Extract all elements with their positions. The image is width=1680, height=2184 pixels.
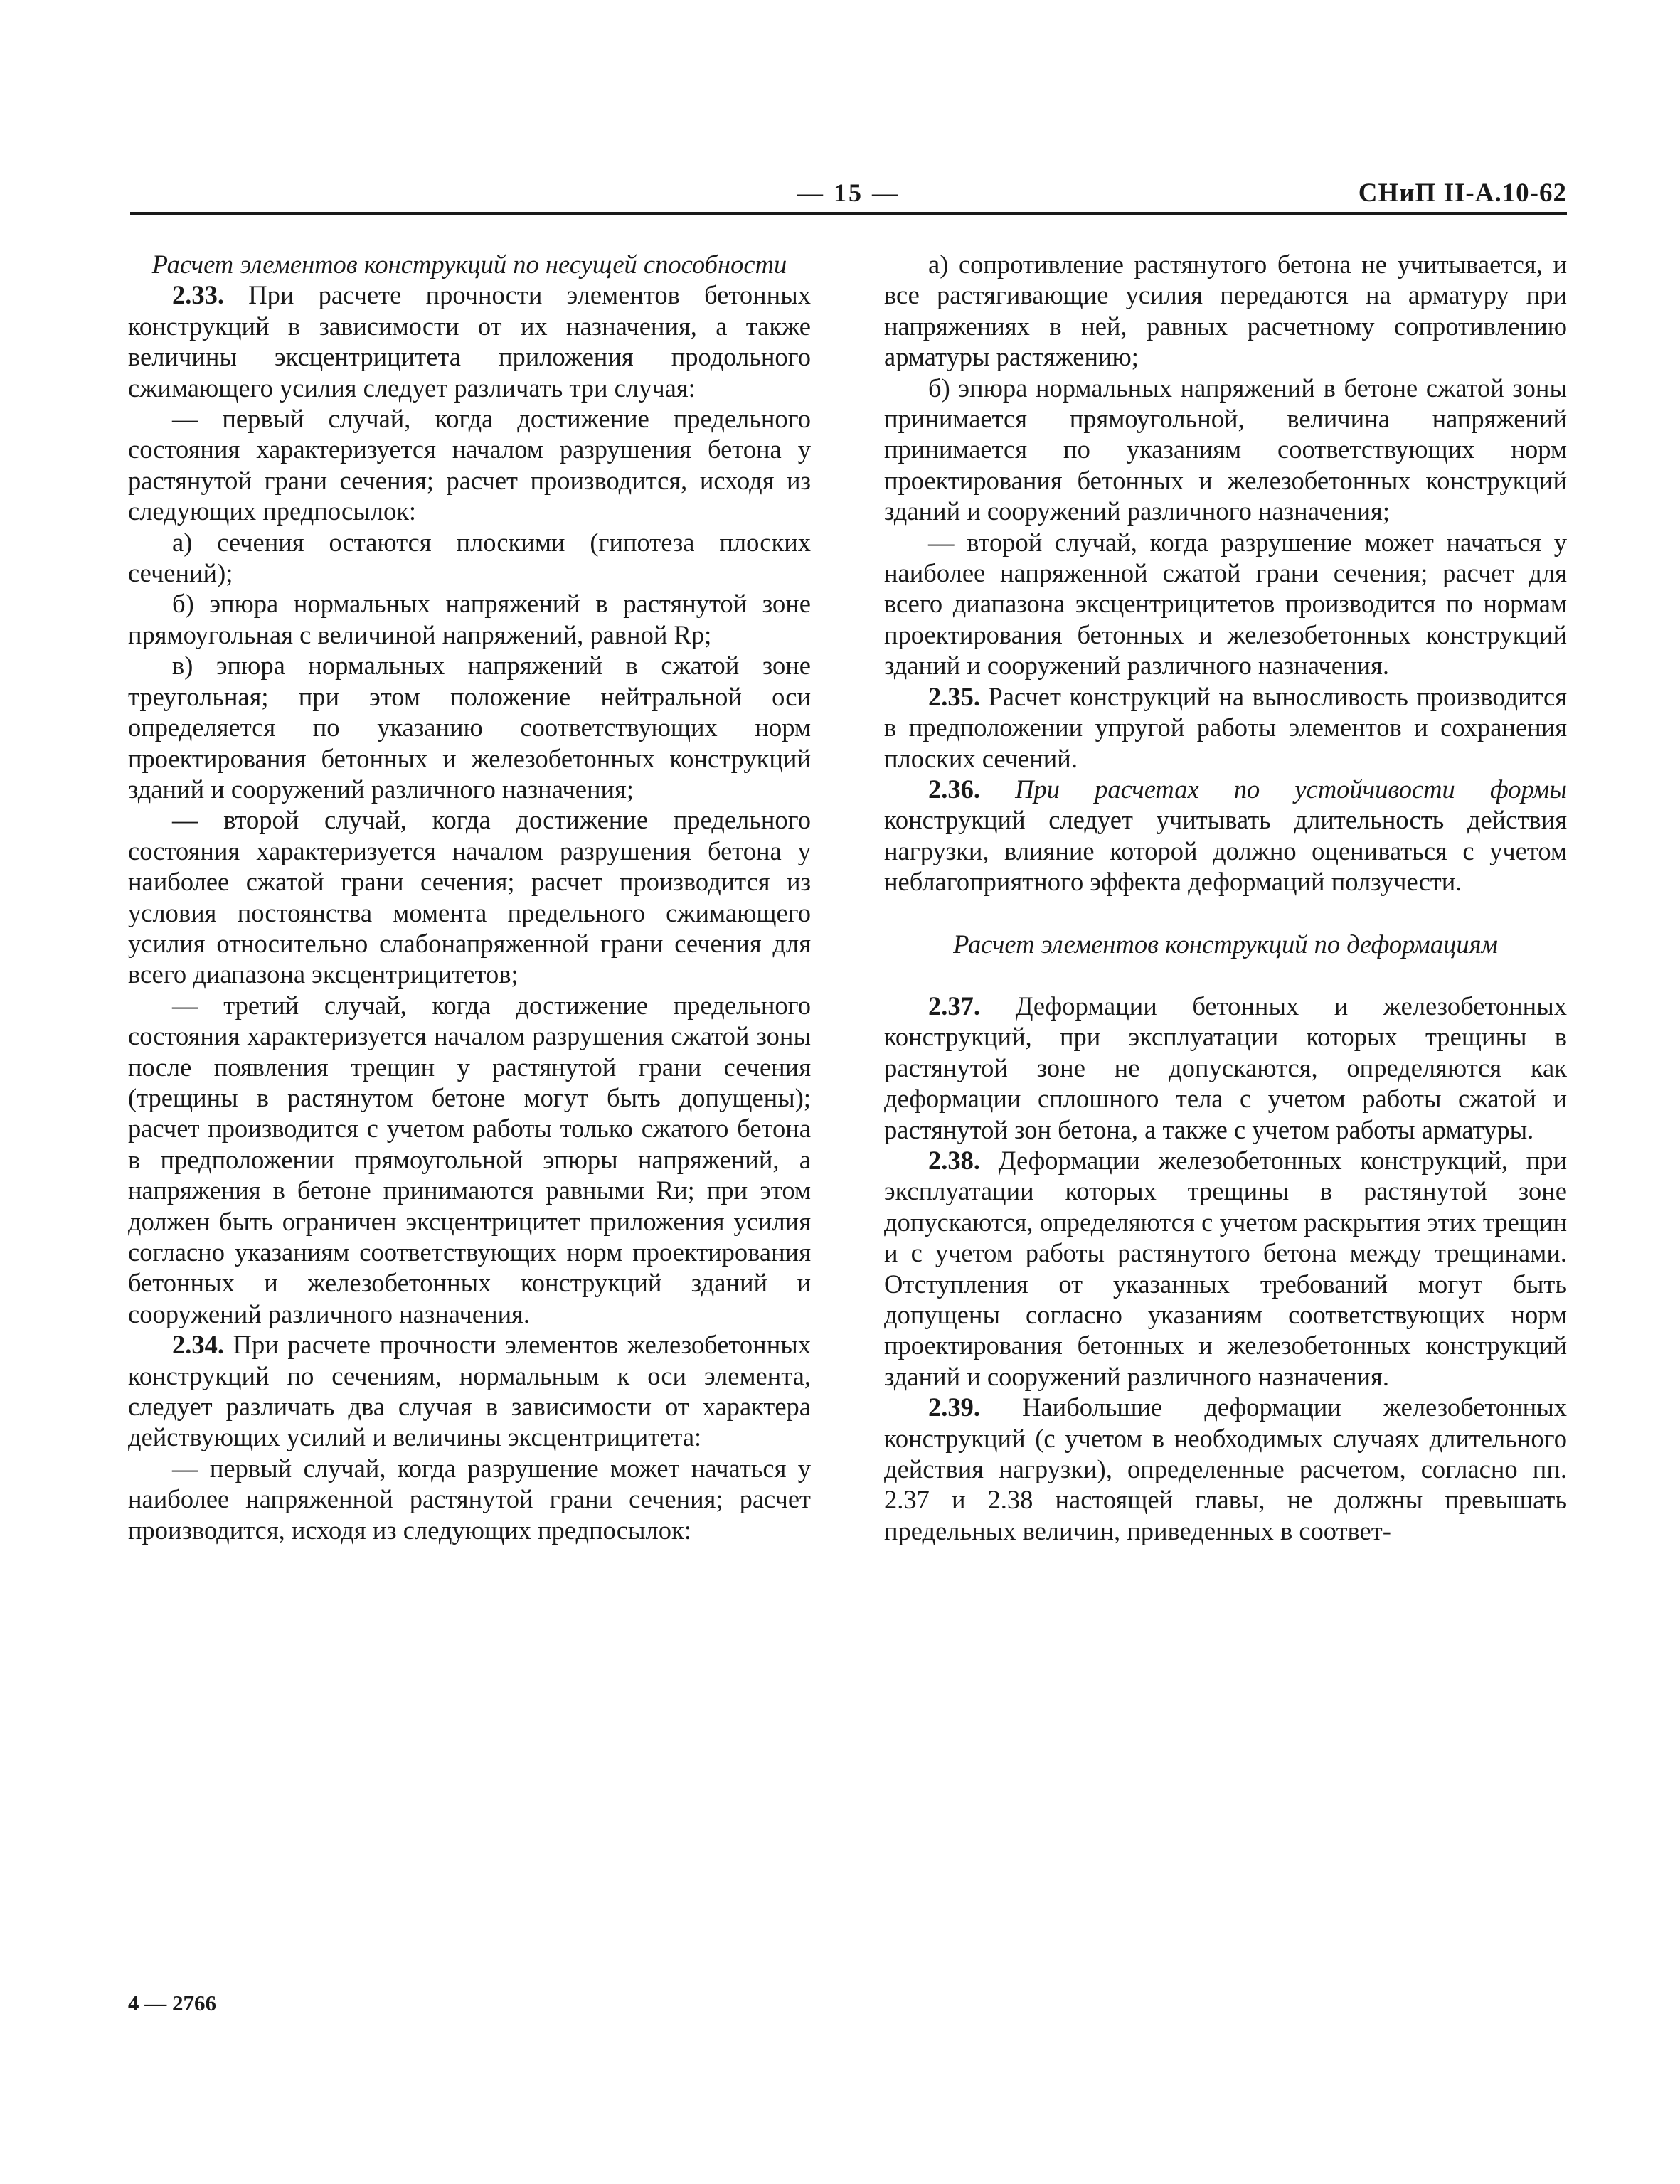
- page-header: [130, 178, 1567, 209]
- page-number: — 15 —: [797, 179, 900, 207]
- printer-signature: 4 — 2766: [128, 1991, 216, 2015]
- item-b-reinforced: б) эпюра нормальных напряжений в бетоне сжатой зоны принимается прямоугольной, величина напряжений принимается по указаниям соответствующих норм проектирования бетонных и железобетонных конструкций зданий и сооружений различного назначения;: [884, 373, 1567, 526]
- paragraph-number: 2.33.: [172, 280, 224, 310]
- document-code: СНиП II-А.10-62: [1358, 179, 1567, 208]
- item-b: б) эпюра нормальных напряжений в растянутой зоне прямоугольная с величиной напряжений, равной Rр;: [128, 589, 811, 649]
- header-rule: [130, 212, 1567, 215]
- section-heading-deformations: Расчет элементов конструкций по деформациям: [953, 929, 1498, 959]
- case-2-paragraph: — второй случай, когда достижение предельного состояния характеризуется началом разрушения бетона у наиболее сжатой грани сечения; расчет производится из условия постоянства момента предельного сжимающего усилия относительно слабонапряженной грани сечения для всего диапазона эксцентрицитетов;: [128, 805, 811, 989]
- paragraph-number: 2.34.: [172, 1330, 224, 1360]
- left-column: [128, 249, 811, 1545]
- paragraph-text: конструкций следует учитывать длительность действия нагрузки, влияние которой должно оцениваться с учетом неблагоприятного эффекта деформаций ползучести.: [884, 805, 1567, 897]
- paragraph-text: При расчете прочности элементов железобетонных конструкций по сечениям, нормальным к оси элемента, следует различать два случая в зависимости от характера действующих усилий и величины эксцентрицитета:: [128, 1330, 811, 1452]
- paragraph-2-36: [884, 774, 1567, 897]
- paragraph-2-33: [128, 279, 811, 403]
- paragraph-number: 2.39.: [928, 1392, 980, 1422]
- item-a-reinforced: а) сопротивление растянутого бетона не учитывается, и все растягивающие усилия передаются на арматуру при напряжениях в ней, равных расчетному сопротивлению арматуры растяжению;: [884, 250, 1567, 372]
- section-heading-bearing-capacity: Расчет элементов конструкций по несущей способности: [151, 250, 787, 279]
- item-a: а) сечения остаются плоскими (гипотеза плоских сечений);: [128, 527, 811, 588]
- paragraph-text: Деформации железобетонных конструкций, при эксплуатации которых трещины в растянутой зоне допускаются, определяются с учетом раскрытия этих трещин и с учетом работы растянутого бетона между трещинами. Отступления от указанных требований могут быть допущены согласно указаниям соответствующих норм проектирования бетонных и железобетонных конструкций зданий и сооружений различного назначения.: [884, 1145, 1567, 1391]
- paragraph-2-39: [884, 1392, 1567, 1546]
- item-v: в) эпюра нормальных напряжений в сжатой зоне треугольная; при этом положение нейтральной оси определяется по указанию соответствующих норм проектирования бетонных и железобетонных конструкций зданий и сооружений различного назначения;: [128, 651, 811, 804]
- paragraph-number: 2.35.: [928, 681, 980, 711]
- paragraph-number: 2.37.: [928, 991, 980, 1021]
- case-2-reinforced: — второй случай, когда разрушение может начаться у наиболее напряженной сжатой грани сечения; расчет для всего диапазона эксцентрицитетов производится по нормам проектирования бетонных и железобетонных конструкций зданий и сооружений различного назначения.: [884, 527, 1567, 681]
- paragraph-number: 2.36.: [928, 774, 980, 804]
- paragraph-text: При расчете прочности элементов бетонных конструкций в зависимости от их назначения, а также величины эксцентрицитета приложения продольного сжимающего усилия следует различать три случая:: [128, 280, 811, 403]
- paragraph-text: Наибольшие деформации железобетонных конструкций (с учетом в необходимых случаях длительного действия нагрузки), определенные расчетом, согласно пп. 2.37 и 2.38 настоящей главы, не должны превышать предельных величин, приведенных в соответ-: [884, 1392, 1567, 1545]
- paragraph-number: 2.38.: [928, 1145, 980, 1175]
- case-1-paragraph: — первый случай, когда достижение предельного состояния характеризуется началом разрушения бетона у растянутой грани сечения; расчет производится, исходя из следующих предпосылок:: [128, 404, 811, 526]
- paragraph-text: Расчет конструкций на выносливость производится в предположении упругой работы элементов и сохранения плоских сечений.: [884, 681, 1567, 773]
- case-1b-paragraph: — первый случай, когда разрушение может начаться у наиболее напряженной растянутой грани сечения; расчет производится, исходя из следующих предпосылок:: [128, 1453, 811, 1545]
- case-3-paragraph: — третий случай, когда достижение предельного состояния характеризуется началом разрушения сжатой зоны после появления трещин у растянутой грани сечения (трещины в растянутом бетоне могут быть допущены); расчет производится с учетом работы только сжатого бетона в предположении прямоугольной эпюры напряжений, а напряжения в бетоне принимаются равными Rи; при этом должен быть ограничен эксцентрицитет приложения усилия согласно указаниям соответствующих норм проектирования бетонных и железобетонных конструкций зданий и сооружений различного назначения.: [128, 990, 811, 1328]
- paragraph-italic-text: При расчетах по устойчивости формы: [980, 774, 1567, 804]
- paragraph-2-37: [884, 991, 1567, 1145]
- right-column: [884, 249, 1567, 1546]
- paragraph-2-34: [128, 1329, 811, 1453]
- paragraph-2-38: [884, 1145, 1567, 1392]
- paragraph-text: Деформации бетонных и железобетонных конструкций, при эксплуатации которых трещины в растянутой зоне не допускаются, определяются как деформации сплошного тела с учетом работы сжатой и растянутой зон бетона, а также с учетом работы арматуры.: [884, 991, 1567, 1144]
- paragraph-2-35: [884, 681, 1567, 774]
